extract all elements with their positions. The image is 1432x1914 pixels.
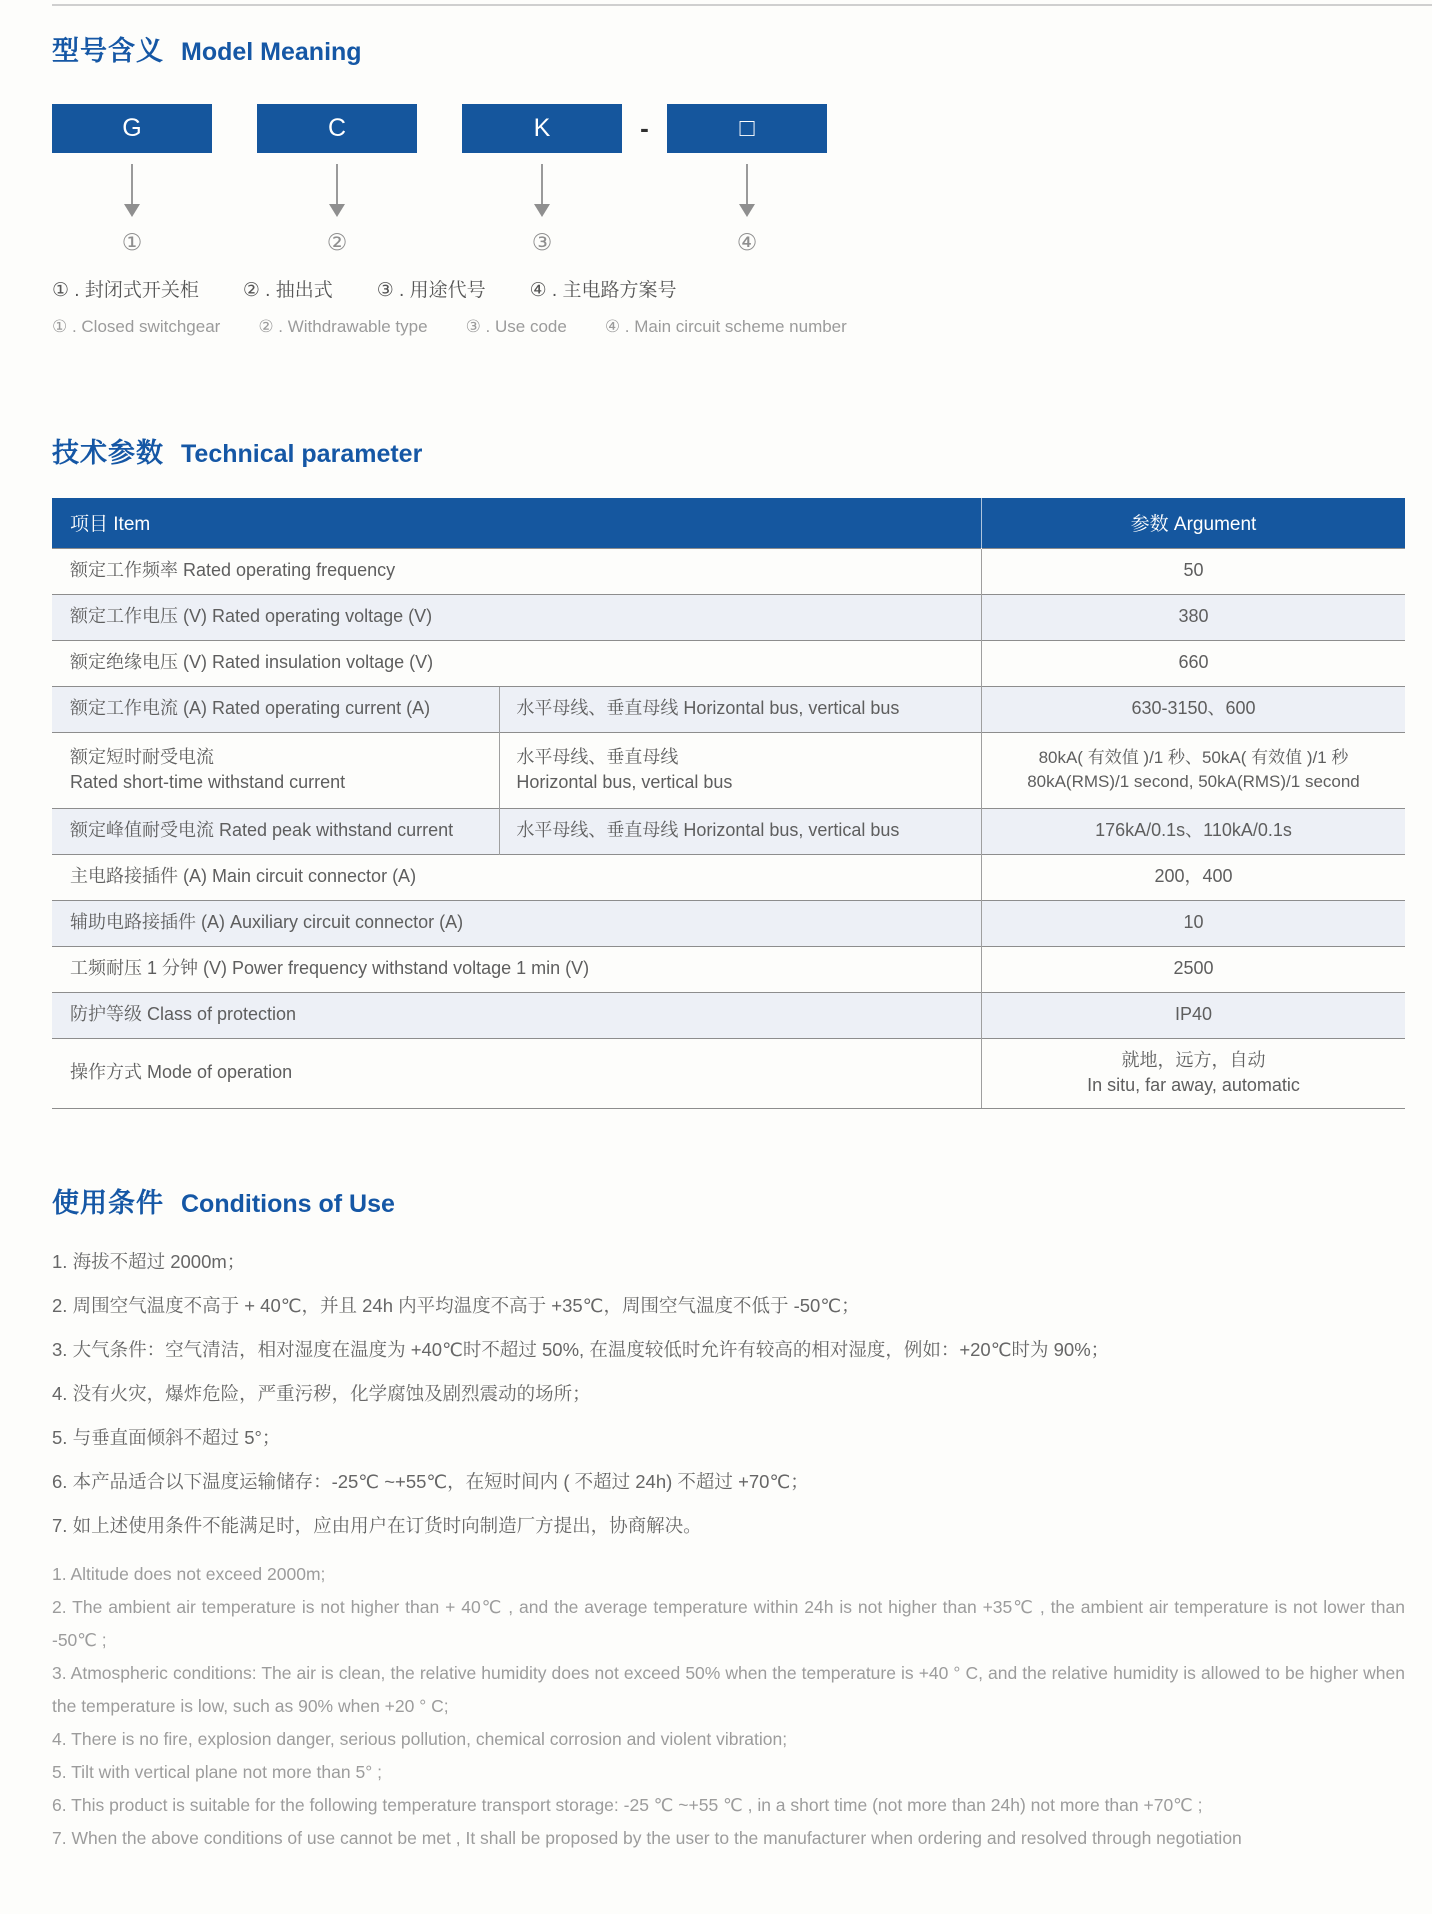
condition-item-en: 5. Tilt with vertical plane not more than 5° ; [52,1762,382,1783]
model-meaning-title-en: Model Meaning [181,38,362,66]
cell-line: 660 [1178,652,1209,673]
argument-cell [981,594,1405,640]
condition-item-zh: 5. 与垂直面倾斜不超过 5°； [52,1427,281,1448]
table-row [52,992,1405,1038]
condition-item-en: 3. Atmospheric conditions: The air is clean, the relative humidity does not exceed 50% when the temperature is +40 ° C, and the relative humidity is allowed to be higher when the temperature is low, such as 90% when +20 ° C; [52,1663,1405,1717]
circled-number: ④ [736,229,758,255]
cell-line: 额定绝缘电压 (V) Rated insulation voltage (V) [70,652,434,673]
cell-line: 额定峰值耐受电流 Rated peak withstand current [70,820,454,841]
model-column [667,104,827,256]
condition-item-en: 7. When the above conditions of use cannot be met , It shall be proposed by the user to the manufacturer when ordering and resolved through negotiation [52,1828,1242,1849]
arrow-down-icon [329,164,345,217]
model-code-diagram [52,104,1405,256]
circled-number: ③ [531,229,553,255]
legend-item-zh: ① . 封闭式开关柜 [52,280,199,301]
conditions-title-en: Conditions of Use [181,1189,395,1218]
model-meaning-title [52,29,1405,68]
top-divider [52,4,1432,6]
circled-number: ② [326,229,348,255]
arrow-head [534,204,550,217]
table-row [52,640,1405,686]
cell-line: 额定工作电压 (V) Rated operating voltage (V) [70,606,433,627]
table-row [52,548,1405,594]
condition-item-zh: 7. 如上述使用条件不能满足时，应由用户在订货时向制造厂方提出，协商解决。 [52,1515,702,1537]
cell-line: 就地，远方，自动 [1121,1049,1266,1070]
legend-item-en: ② . Withdrawable type [258,317,428,336]
table-row [52,854,1405,900]
model-box: K [462,104,622,153]
item-cell [52,640,981,686]
argument-cell [981,686,1405,732]
cell-line: 主电路接插件 (A) Main circuit connector (A) [70,866,417,887]
cell-line: 10 [1183,912,1204,933]
item-cell [52,548,981,594]
condition-item-en: 1. Altitude does not exceed 2000m; [52,1564,326,1585]
conditions-title-zh: 使用条件 [52,1187,164,1218]
technical-parameter-title [52,431,1405,470]
model-legend-zh [52,275,1405,302]
cell-line: Horizontal bus, vertical bus [516,772,733,792]
cell-line: In situ, far away, automatic [1087,1075,1300,1095]
technical-parameter-title-zh: 技术参数 [52,438,164,468]
condition-item-zh: 4. 没有火灾，爆炸危险，严重污秽，化学腐蚀及剧烈震动的场所； [52,1382,591,1404]
argument-cell [981,992,1405,1038]
legend-item-zh: ③ . 用途代号 [376,280,486,301]
table-header-item: 项目 Item [52,498,981,548]
table-row [52,946,1405,992]
cell-line: 80kA(RMS)/1 second, 50kA(RMS)/1 second [1027,772,1360,791]
argument-cell [981,732,1405,808]
item-cell [52,854,981,900]
condition-item-en: 2. The ambient air temperature is not higher than + 40℃ , and the average temperature within 24h is not higher than +35℃ , the ambient air temperature is not lower than -50℃ ; [52,1597,1405,1651]
cell-line: 200，400 [1154,866,1233,887]
argument-cell [981,548,1405,594]
model-meaning-title-zh: 型号含义 [52,36,164,66]
argument-cell [981,946,1405,992]
legend-item-zh: ④ . 主电路方案号 [529,280,677,301]
model-gap [417,104,462,153]
item-cell [52,594,981,640]
cell-line: Rated short-time withstand current [70,772,346,792]
table-row [52,1038,1405,1108]
arrow-down-icon [534,164,550,217]
technical-parameter-table [52,498,1405,1109]
arrow-down-icon [739,164,755,217]
argument-cell [981,854,1405,900]
cell-line: 额定短时耐受电流 [70,746,214,767]
cell-line: 176kA/0.1s、110kA/0.1s [1095,820,1292,841]
table-header [52,498,1405,548]
arrow-stem [541,164,543,204]
model-meaning-section [52,29,1405,337]
condition-item-zh: 3. 大气条件：空气清洁，相对湿度在温度为 +40℃时不超过 50%, 在温度较低时允许有较高的相对湿度，例如：+20℃时为 90%； [52,1338,1110,1360]
cell-line: 额定工作电流 (A) Rated operating current (A) [70,698,431,719]
arrow-head [124,204,140,217]
model-column [462,104,622,256]
item-cell [52,686,500,732]
model-dash: - [640,113,649,143]
arrow-head [329,204,345,217]
model-column [257,104,417,256]
arrow-down-icon [124,164,140,217]
cell-line: 水平母线、垂直母线 Horizontal bus, vertical bus [516,820,900,841]
cell-line: 额定工作频率 Rated operating frequency [70,560,396,581]
item-cell [52,1038,981,1108]
cell-line: 50 [1183,560,1204,581]
condition-item-zh: 6. 本产品适合以下温度运输储存：-25℃ ~+55℃，在短时间内 ( 不超过 24h) 不超过 +70℃； [52,1471,809,1493]
argument-cell [981,640,1405,686]
model-box: □ [667,104,827,153]
cell-line: 2500 [1173,958,1214,979]
bus-cell [500,732,982,808]
item-cell [52,992,981,1038]
model-box: G [52,104,212,153]
table-row [52,686,1405,732]
cell-line: IP40 [1174,1004,1212,1025]
page-content [0,29,1432,1855]
item-cell [52,900,981,946]
cell-line: 水平母线、垂直母线 Horizontal bus, vertical bus [516,698,900,719]
argument-cell [981,900,1405,946]
cell-line: 380 [1178,606,1209,627]
bus-cell [500,808,982,854]
legend-item-en: ③ . Use code [465,317,567,336]
arrow-stem [746,164,748,204]
cell-line: 630-3150、600 [1131,698,1256,719]
item-cell [52,808,500,854]
arrow-head [739,204,755,217]
condition-item-en: 4. There is no fire, explosion danger, serious pollution, chemical corrosion and violent vibration; [52,1729,788,1750]
model-column [52,104,212,256]
condition-item-zh: 2. 周围空气温度不高于 + 40℃，并且 24h 内平均温度不高于 +35℃，周围空气温度不低于 -50℃； [52,1294,860,1316]
item-cell [52,732,500,808]
table-row [52,594,1405,640]
argument-cell [981,808,1405,854]
cell-line: 辅助电路接插件 (A) Auxiliary circuit connector (A) [70,912,464,933]
technical-parameter-title-en: Technical parameter [181,440,423,468]
cell-line: 操作方式 Mode of operation [70,1062,293,1083]
arrow-stem [131,164,133,204]
table-body [52,548,1405,1108]
cell-line: 80kA( 有效值 )/1 秒、50kA( 有效值 )/1 秒 [1038,748,1349,768]
table-row [52,808,1405,854]
cell-line: 防护等级 Class of protection [70,1004,297,1025]
table-row [52,732,1405,808]
conditions-section [52,1181,1405,1856]
model-legend-en [52,317,1405,337]
table-header-argument: 参数 Argument [981,498,1405,548]
legend-item-zh: ② . 抽出式 [242,280,333,301]
condition-item-en: 6. This product is suitable for the following temperature transport storage: -25 ℃ ~+55 ℃ , in a short time (not more than 24h) not more than +70℃ ; [52,1795,1203,1816]
cell-line: 水平母线、垂直母线 [516,746,679,767]
circled-number: ① [121,229,143,255]
technical-parameter-section [52,431,1405,1109]
conditions-title [52,1181,1405,1220]
conditions-list-en [52,1558,1405,1855]
conditions-list-zh [52,1250,1405,1538]
arrow-stem [336,164,338,204]
model-box: C [257,104,417,153]
table-row [52,900,1405,946]
item-cell [52,946,981,992]
cell-line: 工频耐压 1 分钟 (V) Power frequency withstand voltage 1 min (V) [70,958,590,979]
legend-item-en: ① . Closed switchgear [52,317,221,336]
bus-cell [500,686,982,732]
argument-cell [981,1038,1405,1108]
condition-item-zh: 1. 海拔不超过 2000m； [52,1250,246,1272]
legend-item-en: ④ . Main circuit scheme number [604,317,847,336]
model-gap [212,104,257,153]
